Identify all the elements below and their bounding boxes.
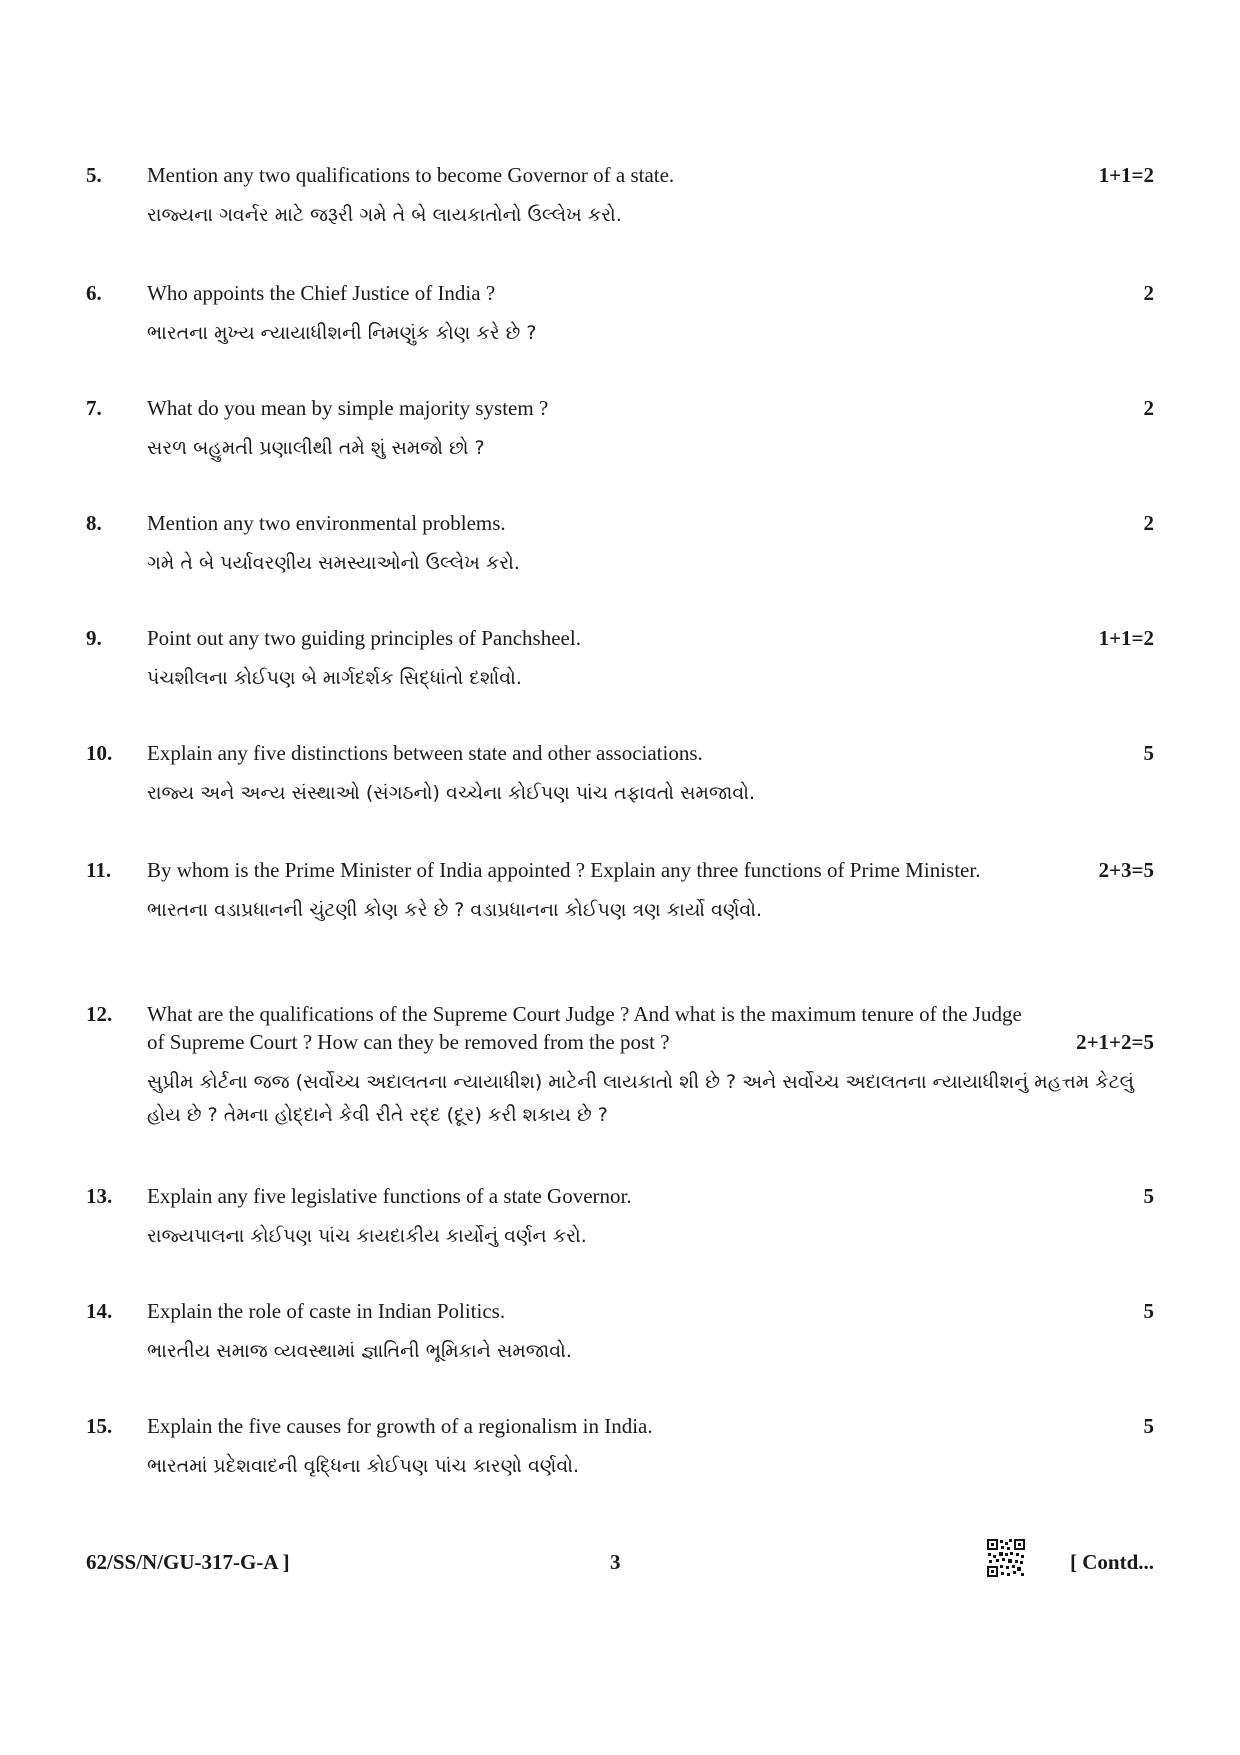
question-marks: 1+1=2 [1098,626,1154,650]
question-text-english: Explain the five causes for growth of a regionalism in India. [147,1414,653,1438]
question-text-gujarati: ભારતમાં પ્રદેશવાદની વૃદ્ધિના કોઈપણ પાંચ કારણો વર્ણવો. [147,1455,580,1477]
question-number: 9. [86,626,102,650]
question-marks: 5 [1143,1184,1154,1208]
question-body [147,1412,1154,1483]
question-body [147,161,1154,232]
question-text-english: Mention any two environmental problems. [147,511,506,535]
question-marks: 2 [1143,511,1154,535]
paper-code: 62/SS/N/GU-317-G-A ] [86,1550,290,1574]
question-english-row [147,1412,1154,1440]
question-marks: 1+1=2 [1098,163,1154,187]
question-number: 15. [86,1414,113,1438]
question-body [147,1297,1154,1368]
question-english-row [147,1297,1154,1325]
page-number: 3 [610,1550,621,1574]
question-text-gujarati: ભારતીય સમાજ વ્યવસ્થામાં જ્ઞાતિની ભૂમિકાને સમજાવો. [147,1340,572,1362]
page-footer [86,1548,1154,1588]
question-english-row [147,856,1154,884]
question-english-row [147,624,1154,652]
question-text-english: Explain any five legislative functions of a state Governor. [147,1184,632,1208]
question-marks: 5 [1143,741,1154,765]
question-body [147,394,1154,465]
question-body [147,739,1154,810]
question-english-row [147,161,1154,189]
question-text-english: Who appoints the Chief Justice of India ? [147,281,496,305]
continued-label: [ Contd... [1069,1550,1154,1574]
question-number: 13. [86,1184,113,1208]
question-english-row [147,509,1154,537]
question-text-gujarati: રાજ્ય અને અન્ય સંસ્થાઓ (સંગઠનો) વચ્ચેના કોઈપણ પાંચ તફાવતો સમજાવો. [147,782,756,804]
question-english-row [147,1000,1154,1056]
question-text-gujarati: ભારતના મુખ્ય ન્યાયાધીશની નિમણુંક કોણ કરે છે ? [147,322,537,344]
question-body [147,1000,1154,1132]
question-marks: 2 [1143,396,1154,420]
question-text-gujarati: ગમે તે બે પર્યાવરણીય સમસ્યાઓનો ઉલ્લેખ કરો. [147,552,520,574]
question-marks: 2+1+2=5 [1076,1030,1154,1054]
question-number: 5. [86,163,102,187]
question-body [147,509,1154,580]
question-text-english: Explain any five distinctions between state and other associations. [147,741,703,765]
question-body [147,279,1154,350]
question-body [147,1182,1154,1253]
question-text-english: By whom is the Prime Minister of India appointed ? Explain any three functions of Prime Minister. [147,858,981,882]
question-text-english: Explain the role of caste in Indian Politics. [147,1299,506,1323]
question-english-row [147,279,1154,307]
question-text-english: Point out any two guiding principles of Panchsheel. [147,626,581,650]
question-number: 14. [86,1299,113,1323]
qr-code-icon [986,1538,1026,1578]
question-text-gujarati: રાજ્યના ગવર્નર માટે જરૂરી ગમે તે બે લાયકાતોનો ઉલ્લેખ કરો. [147,204,622,226]
question-body [147,856,1154,927]
question-text-gujarati: પંચશીલના કોઈપણ બે માર્ગદર્શક સિદ્ધાંતો દર્શાવો. [147,667,522,689]
question-number: 7. [86,396,102,420]
question-number: 12. [86,1002,113,1026]
question-body [147,624,1154,695]
question-text-gujarati: સરળ બહુમતી પ્રણાલીથી તમે શું સમજો છો ? [147,437,485,459]
question-number: 6. [86,281,102,305]
question-text-gujarati: સુપ્રીમ કોર્ટના જજ (સર્વોચ્ચ અદાલતના ન્યાયાધીશ) માટેની લાયકાતો શી છે ? અને સર્વોચ્ચ અદાલતના ન્યાયાધીશનું મહત્તમ કેટલું હોય છે ? તેમના હોદ્દાને કેવી રીતે રદ્દ (દૂર) કરી શકાય છે ? [147,1071,1135,1126]
question-english-row [147,739,1154,767]
question-number: 10. [86,741,113,765]
question-number: 8. [86,511,102,535]
question-marks: 5 [1143,1414,1154,1438]
question-text-english: What do you mean by simple majority system ? [147,396,549,420]
question-text-english: Mention any two qualifications to become Governor of a state. [147,163,675,187]
question-marks: 2+3=5 [1098,858,1154,882]
question-english-row [147,1182,1154,1210]
question-marks: 2 [1143,281,1154,305]
question-text-gujarati: ભારતના વડાપ્રધાનની ચુંટણી કોણ કરે છે ? વડાપ્રધાનના કોઈપણ ત્રણ કાર્યો વર્ણવો. [147,899,763,921]
question-english-row [147,394,1154,422]
question-marks: 5 [1143,1299,1154,1323]
question-text-english: What are the qualifications of the Supreme Court Judge ? And what is the maximum tenure of the Judge of Supreme Court ? How can they be removed from the post ? [147,1002,1022,1054]
question-text-gujarati: રાજ્યપાલના કોઈપણ પાંચ કાયદાકીય કાર્યોનું વર્ણન કરો. [147,1225,587,1247]
question-number: 11. [86,858,112,882]
